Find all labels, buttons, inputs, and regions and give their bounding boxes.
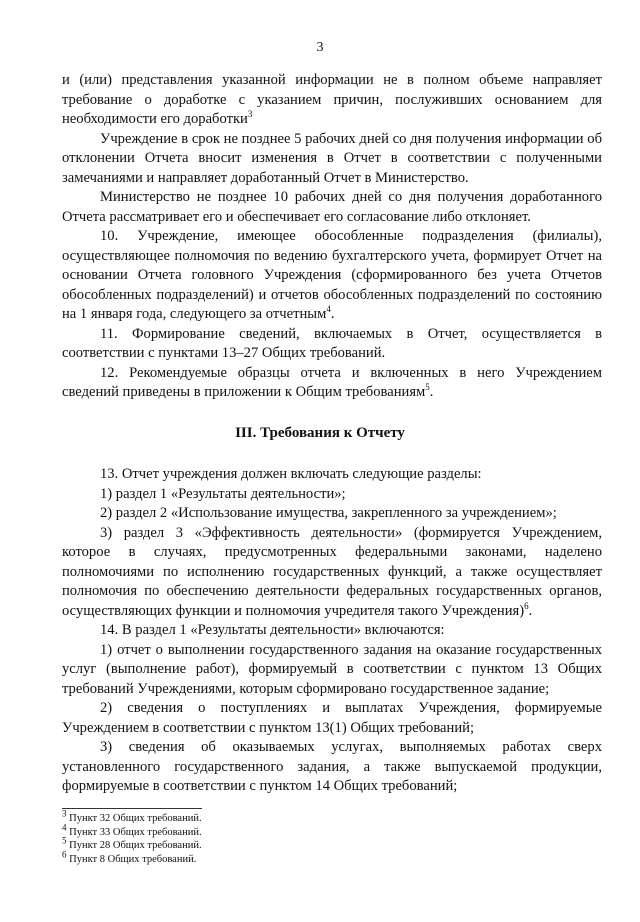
- paragraph: [62, 325, 602, 364]
- paragraph: [62, 485, 602, 505]
- footnote-ref: 6: [524, 600, 529, 611]
- paragraph: [62, 465, 602, 485]
- footnote-text: Пункт 33 Общих требований.: [69, 826, 202, 838]
- page-number: 3: [316, 40, 324, 55]
- footnote-text: Пункт 8 Общих требований.: [69, 853, 197, 865]
- footnote-number: 4: [62, 822, 67, 832]
- footnote: [62, 849, 202, 867]
- paragraph-tail: .: [330, 306, 335, 322]
- paragraph-text: 2) раздел 2 «Использование имущества, закрепленного за учреждением»;: [100, 505, 557, 521]
- paragraph-text: 3) раздел 3 «Эффективность деятельности» (формируется Учреждением, которое в случаях, предусмотренных федеральными законами, наделено полномочиями по исполнению государственных функций, а также осуществляет полномочия по обеспечению деятельности федеральных государственных органов, осуществляющих функции и полномочия учредителя такого Учреждения): [62, 524, 602, 619]
- footnote-number: 5: [62, 835, 67, 846]
- paragraph: [62, 188, 602, 227]
- paragraph-text: 10. Учреждение, имеющее обособленные подразделения (филиалы), осуществляющее полномочия по ведению бухгалтерского учета, формирует Отчет на основании Отчета головного Учреждения (сформированного без учета Отчетов обособленных подразделений) и отчетов обособленных подразделений по состоянию на 1 января года, следующего за отчетным: [62, 228, 602, 322]
- paragraph: [62, 504, 602, 524]
- section-heading: III. Требования к Отчету: [235, 425, 405, 441]
- paragraph-text: 1) отчет о выполнении государственного задания на оказание государственных услуг (выполнение работ), формируемый в соответствии с пунктом 13 Общих требований Учреждениями, которым сформировано государственное задание;: [62, 641, 602, 697]
- footnote-text: Пункт 28 Общих требований.: [69, 840, 202, 851]
- paragraph: [62, 641, 602, 700]
- paragraph-text: 11. Формирование сведений, включаемых в Отчет, осуществляется в соответствии с пунктами 13–27 Общих требований.: [62, 325, 602, 361]
- footnote-divider: [62, 808, 202, 809]
- paragraph: [62, 524, 602, 622]
- paragraph-tail: .: [429, 384, 434, 400]
- footnote-number: 3: [62, 808, 67, 819]
- footnote: [62, 822, 202, 840]
- footnote-text: Пункт 32 Общих требований.: [69, 813, 202, 824]
- paragraph-tail: .: [528, 602, 533, 619]
- paragraph-text: и (или) представления указанной информации не в полном объеме направляет требование о доработке с указанием причин, послуживших основанием для необходимости его доработки: [62, 72, 602, 127]
- paragraph: [62, 738, 602, 797]
- footnote-ref: 5: [425, 382, 430, 393]
- text-block-bottom: [62, 465, 602, 797]
- footnotes: [62, 808, 202, 866]
- footnote-number: 6: [62, 849, 67, 859]
- footnote: [62, 835, 202, 853]
- paragraph: [62, 71, 602, 130]
- paragraph-text: 3) сведения об оказываемых услугах, выполняемых работах сверх установленного государственного задания, а также выпускаемой продукции, формируемые в соответствии с пунктом 14 Общих требований;: [62, 739, 602, 794]
- paragraph-text: 1) раздел 1 «Результаты деятельности»;: [100, 485, 346, 502]
- paragraph-text: 12. Рекомендуемые образцы отчета и включенных в него Учреждением сведений приведены в приложении к Общим требованиям: [62, 364, 602, 400]
- footnote-ref: 4: [326, 304, 331, 315]
- paragraph-text: 2) сведения о поступлениях и выплатах Учреждения, формируемые Учреждением в соответствии с пунктом 13(1) Общих требований;: [62, 700, 602, 736]
- paragraph: [62, 364, 602, 403]
- text-block-top: [62, 71, 602, 403]
- paragraph-text: 13. Отчет учреждения должен включать следующие разделы:: [100, 466, 482, 482]
- paragraph: [62, 699, 602, 738]
- paragraph: [62, 227, 602, 325]
- footnote-ref: 3: [247, 109, 253, 120]
- paragraph: [62, 130, 602, 189]
- paragraph-text: 14. В раздел 1 «Результаты деятельности» включаются:: [100, 622, 445, 638]
- footnote: [62, 808, 202, 826]
- paragraph: [62, 621, 602, 641]
- paragraph-text: Министерство не позднее 10 рабочих дней со дня получения доработанного Отчета рассматривает его и обеспечивает его согласование либо отклоняет.: [62, 189, 602, 225]
- paragraph-text: Учреждение в срок не позднее 5 рабочих дней со дня получения информации об отклонении Отчета вносит изменения в Отчет в соответствии с полученными замечаниями и направляет доработанный Отчет в Министерство.: [62, 130, 602, 186]
